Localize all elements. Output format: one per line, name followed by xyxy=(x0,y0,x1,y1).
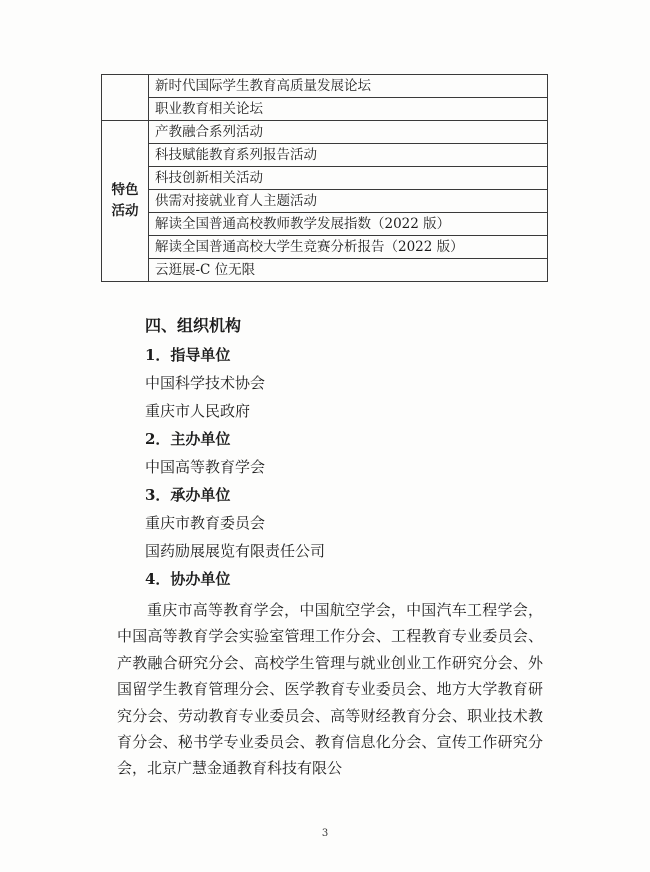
table-row xyxy=(102,98,548,121)
co-organizers-paragraph: 重庆市高等教育学会，中国航空学会，中国汽车工程学会，中国高等教育学会实验室管理工作分会、工程教育专业委员会、产教融合研究分会、高校学生管理与就业创业工作研究分会、外国留学生教育管理分会、医学教育专业委员会、地方大学教育研究分会、劳动教育专业委员会、高等财经教育分会、职业技术教育分会、秘书学专业委员会、教育信息化分会、宣传工作研究分会，北京广慧金通教育科技有限公 xyxy=(117,601,543,778)
subsection-heading: 3．承办单位 xyxy=(145,486,231,504)
section-heading: 四、组织机构 xyxy=(145,316,242,335)
category-label-line: 活动 xyxy=(111,203,139,219)
activity-cell: 供需对接就业育人主题活动 xyxy=(149,190,548,213)
table-row xyxy=(102,213,548,236)
activity-cell: 解读全国普通高校大学生竞赛分析报告（2022 版） xyxy=(149,236,548,259)
table-row xyxy=(102,190,548,213)
subsection-heading: 1．指导单位 xyxy=(145,346,231,364)
organization-name: 中国科学技术协会 xyxy=(145,374,266,392)
category-label-line: 特色 xyxy=(111,182,139,198)
activity-cell: 新时代国际学生教育高质量发展论坛 xyxy=(149,75,548,98)
organization-name: 重庆市教育委员会 xyxy=(145,514,266,532)
table-row xyxy=(102,167,548,190)
subsection-heading: 4．协办单位 xyxy=(145,570,231,588)
table-row xyxy=(102,144,548,167)
organization-name: 国药励展展览有限责任公司 xyxy=(145,542,326,560)
organization-name: 重庆市人民政府 xyxy=(145,402,251,420)
activity-cell: 科技赋能教育系列报告活动 xyxy=(149,144,548,167)
subsection-heading: 2．主办单位 xyxy=(145,430,231,448)
activity-cell: 科技创新相关活动 xyxy=(149,167,548,190)
category-cell-empty xyxy=(102,75,149,121)
activity-cell: 云逛展-C 位无限 xyxy=(149,259,548,282)
table-row xyxy=(102,75,548,98)
category-cell-featured xyxy=(102,121,149,282)
table-row xyxy=(102,121,548,144)
table-row xyxy=(102,236,548,259)
organization-name: 中国高等教育学会 xyxy=(145,458,266,476)
activity-cell: 产教融合系列活动 xyxy=(149,121,548,144)
page-number: 3 xyxy=(321,828,329,839)
table-row xyxy=(102,259,548,282)
activities-table xyxy=(101,74,548,282)
activity-cell: 职业教育相关论坛 xyxy=(149,98,548,121)
activity-cell: 解读全国普通高校教师教学发展指数（2022 版） xyxy=(149,213,548,236)
